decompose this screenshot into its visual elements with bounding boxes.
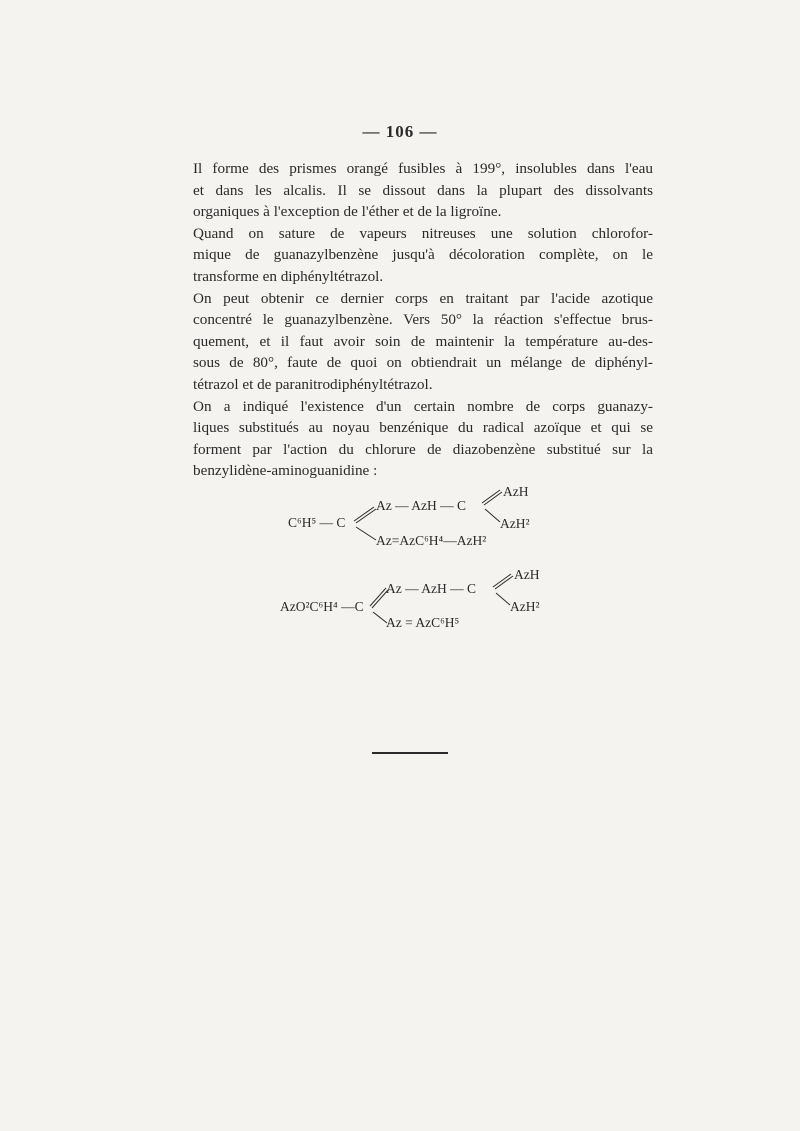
formula-2-lower-branch: Az = AzC⁶H⁵ (386, 615, 460, 630)
text-line: mique de guanazylbenzène jusqu'à décoloration complète, on le (193, 246, 653, 264)
bond-line (354, 507, 374, 521)
text-line: Il forme des prismes orangé fusibles à 199°, insolubles dans l'eau (193, 160, 653, 177)
text-line: quement, et il faut avoir soin de maintenir la température au-des- (193, 332, 653, 350)
bond-line (356, 509, 376, 523)
text-line: et dans les alcalis. Il se dissout dans la plupart des dissolvants (193, 181, 653, 199)
formula-2 (280, 567, 540, 630)
text-line: organiques à l'exception de l'éther et de la ligroïne. (193, 203, 502, 221)
formula-2-left: AzO²C⁶H⁴ —C (280, 599, 364, 614)
section-divider (372, 752, 448, 754)
bond-line (370, 588, 386, 606)
text-line: concentré le guanazylbenzène. Vers 50° la réaction s'effectue brus- (193, 311, 653, 329)
text-line: liques substitués au noyau benzénique du radical azoïque et qui se (193, 419, 653, 437)
formula-2-right-bottom: AzH² (510, 599, 540, 614)
text-line: forment par l'action du chlorure de diazobenzène substitué sur la (193, 440, 653, 458)
bond-line (372, 590, 388, 608)
page-number: — 106 — (362, 122, 438, 141)
formula-1-lower-branch: Az=AzC⁶H⁴—AzH² (376, 533, 487, 548)
formula-1-right-top: AzH (503, 484, 529, 499)
bond-line (496, 593, 510, 605)
formula-2-right-top: AzH (514, 567, 540, 582)
bond-line (493, 574, 511, 587)
text-line: tétrazol et de paranitrodiphényltétrazol. (193, 375, 433, 393)
formula-2-upper-branch: Az — AzH — C (386, 581, 476, 596)
formula-1-left: C⁶H⁵ — C (288, 515, 346, 530)
text-line: Quand on sature de vapeurs nitreuses une solution chlorofor- (193, 224, 653, 242)
bond-line (485, 509, 500, 522)
bond-line (373, 612, 387, 623)
text-line: On a indiqué l'existence d'un certain nombre de corps guanazy- (193, 397, 653, 415)
text-line: On peut obtenir ce dernier corps en traitant par l'acide azotique (193, 289, 653, 307)
bond-line (482, 490, 500, 503)
text-line: sous de 80°, faute de quoi on obtiendrait un mélange de diphényl- (193, 354, 653, 372)
bond-line (495, 576, 513, 589)
formula-1 (288, 484, 530, 548)
formula-1-right-bottom: AzH² (500, 516, 530, 531)
formula-1-upper-branch: Az — AzH — C (376, 498, 466, 513)
text-line: benzylidène-aminoguanidine : (193, 462, 378, 480)
text-line: transforme en diphényltétrazol. (193, 267, 384, 285)
bond-line (484, 492, 502, 505)
bond-line (356, 527, 376, 540)
